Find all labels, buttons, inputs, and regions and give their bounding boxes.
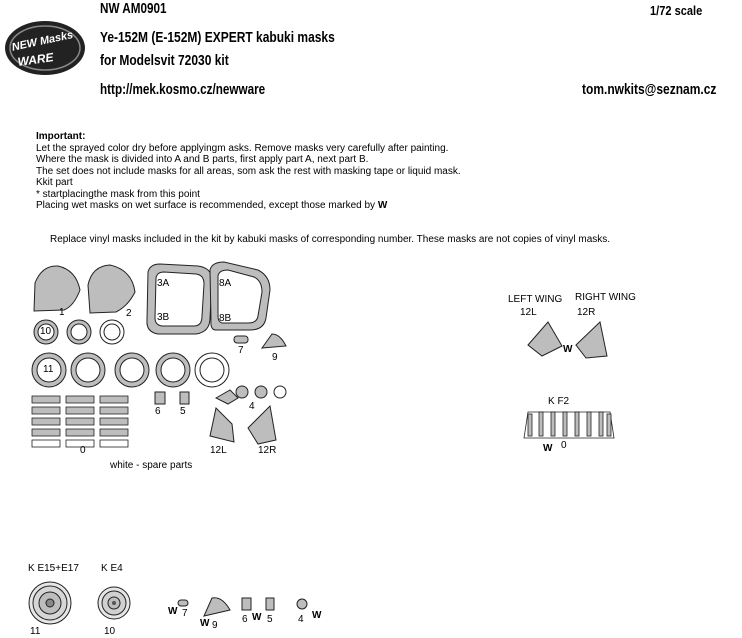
kf2-wet-symbol-icon: W: [543, 443, 553, 454]
label-1: 1: [59, 307, 65, 318]
label-8b: 8B: [219, 313, 232, 324]
mask-part-9: [262, 334, 286, 348]
label-12l: 12L: [210, 445, 227, 456]
bottom-wet-symbol-icon: W: [252, 612, 262, 623]
scale-label: 1/72 scale: [650, 3, 703, 18]
wing-mask-left: [528, 322, 562, 356]
instruction-line: Let the sprayed color dry before applyingm asks. Remove masks very carefully after painting.: [36, 142, 449, 154]
bottom-part-4: [297, 599, 307, 609]
mask-part-11-row: [32, 353, 229, 387]
label-5: 5: [180, 406, 186, 417]
right-wing-label: RIGHT WING: [575, 292, 636, 303]
wing-wet-symbol-icon: W: [563, 344, 573, 355]
right-wing-part: 12R: [577, 307, 596, 318]
label-4: 4: [249, 401, 255, 412]
instruction-line: Kkit part: [36, 177, 73, 188]
mask-part-1: [34, 266, 80, 311]
bottom-wet-symbol-icon: W: [200, 618, 210, 629]
left-wing-part: 12L: [520, 307, 537, 318]
bottom-wet-symbol-icon: W: [312, 610, 322, 621]
label-12r: 12R: [258, 445, 277, 456]
label-7: 7: [238, 345, 244, 356]
logo-line2: WARE: [16, 50, 55, 70]
bottom-label-7: 7: [182, 608, 188, 619]
replace-note: Replace vinyl masks included in the kit by kabuki masks of corresponding number. These masks are not copies of vinyl masks.: [50, 234, 611, 245]
label-0: 0: [80, 445, 86, 456]
wheel-ke15-diagram: [29, 582, 71, 624]
newware-logo: [5, 21, 85, 75]
wing-mask-right: [576, 322, 607, 358]
label-3b: 3B: [157, 312, 170, 323]
mask-part-6: [155, 392, 165, 404]
bottom-part-7: [178, 600, 188, 606]
email-link[interactable]: tom.nwkits@seznam.cz: [582, 81, 717, 98]
label-3a: 3A: [157, 278, 170, 289]
mask-part-12l: [210, 408, 234, 442]
website-link[interactable]: http://mek.kosmo.cz/newware: [100, 81, 266, 98]
logo-line1: NEW Masks: [10, 29, 75, 54]
mask-part-0-strips: [32, 396, 128, 447]
label-8a: 8A: [219, 278, 232, 289]
bottom-label-4: 4: [298, 614, 304, 625]
mask-part-7: [234, 336, 248, 343]
ke15-part: 11: [30, 626, 41, 637]
bottom-label-6: 6: [242, 614, 248, 625]
instruction-line: The set does not include masks for all areas, som ask the rest with masking tape or liquid mask.: [36, 165, 461, 177]
wheel-ke4-diagram: [98, 587, 130, 619]
kf2-label: K F2: [548, 396, 570, 407]
product-title: Ye-152M (E-152M) EXPERT kabuki masks: [100, 29, 335, 46]
instructions-heading: Important:: [36, 131, 86, 142]
instruction-line: * startplacingthe mask from this point: [36, 188, 200, 200]
label-11: 11: [43, 364, 54, 375]
bottom-part-9: [204, 598, 230, 616]
kit-reference: for Modelsvit 72030 kit: [100, 52, 229, 69]
label-6: 6: [155, 406, 161, 417]
mask-part-5: [180, 392, 189, 404]
ke4-part: 10: [104, 626, 116, 637]
left-wing-label: LEFT WING: [508, 294, 563, 305]
instruction-line: Where the mask is divided into A and B parts, first apply part A, next part B.: [36, 154, 369, 165]
bottom-part-6: [242, 598, 251, 610]
bottom-part-5: [266, 598, 274, 610]
ke15-label: K E15+E17: [28, 563, 79, 574]
spare-parts-note: white - spare parts: [110, 460, 193, 471]
bottom-wet-symbol-icon: W: [168, 606, 178, 617]
mask-part-2: [88, 265, 135, 313]
instructions-block: [36, 131, 461, 212]
wet-symbol-icon: W: [377, 200, 388, 211]
label-10: 10: [40, 326, 52, 337]
label-2: 2: [126, 308, 132, 319]
instruction-line: Placing wet masks on wet surface is recommended, except those marked by W: [36, 200, 388, 211]
label-9: 9: [272, 352, 278, 363]
ke4-label: K E4: [101, 563, 123, 574]
kf2-part: 0: [561, 440, 567, 451]
product-code: NW AM0901: [100, 0, 167, 17]
kf2-mask: [524, 412, 614, 438]
bottom-label-5: 5: [267, 614, 273, 625]
bottom-label-9: 9: [212, 620, 218, 631]
